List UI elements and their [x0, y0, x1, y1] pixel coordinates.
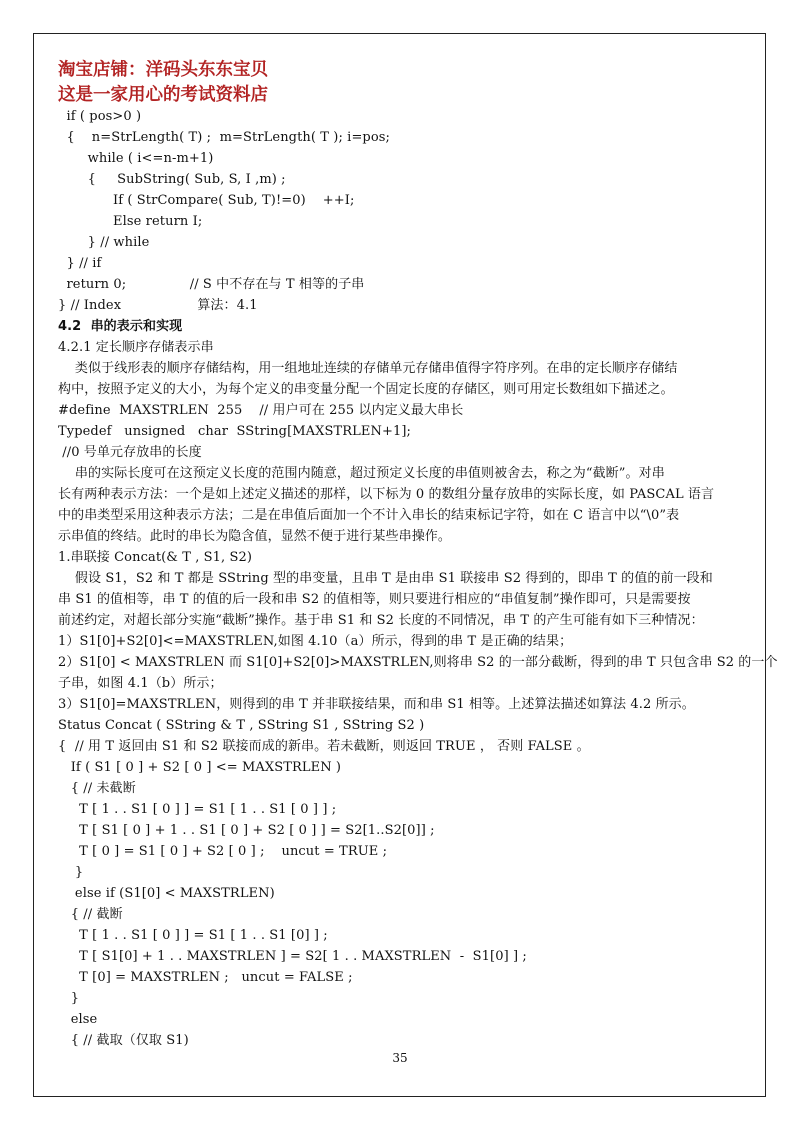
text-line: } // while: [58, 235, 150, 250]
text-line: 长有两种表示方法：一个是如上述定义描述的那样，以下标为 0 的数组分量存放串的实际长度，如 PASCAL 语言: [58, 487, 715, 502]
shop-tagline: 这是一家用心的考试资料店: [58, 85, 268, 105]
text-line: T [ 1 . . S1 [ 0 ] ] = S1 [ 1 . . S1 [ 0 ] ] ;: [58, 802, 337, 817]
text-line: while ( i<=n-m+1): [58, 151, 214, 166]
text-line: 2）S1[0] < MAXSTRLEN 而 S1[0]+S2[0]>MAXSTRLEN,则将串 S2 的一部分截断，得到的串 T 只包含串 S2 的一个: [58, 655, 778, 670]
text-line: Status Concat ( SString & T , SString S1 , SString S2 ): [58, 718, 425, 733]
text-line: { // 截取（仅取 S1): [58, 1033, 189, 1048]
text-line: 前述约定，对超长部分实施“截断”操作。基于串 S1 和 S2 长度的不同情况，串 T 的产生可能有如下三种情况：: [58, 613, 704, 628]
text-line: 串 S1 的值相等，串 T 的值的后一段和串 S2 的值相等，则只要进行相应的“串值复制”操作即可，只是需要按: [58, 592, 691, 607]
text-line: T [ S1 [ 0 ] + 1 . . S1 [ 0 ] + S2 [ 0 ] ] = S2[1..S2[0]] ;: [58, 823, 435, 838]
text-line: { // 未截断: [58, 781, 136, 796]
text-line: 假设 S1，S2 和 T 都是 SString 型的串变量，且串 T 是由串 S1 联接串 S2 得到的，即串 T 的值的前一段和: [58, 571, 713, 586]
text-line: }: [58, 991, 80, 1006]
text-line: }: [58, 865, 84, 880]
text-line: T [ 1 . . S1 [ 0 ] ] = S1 [ 1 . . S1 [0] ] ;: [58, 928, 328, 943]
text-line: 1.串联接 Concat(& T , S1, S2): [58, 550, 253, 565]
text-line: } // Index 算法：4.1: [58, 298, 258, 313]
text-line: 4.2.1 定长顺序存储表示串: [58, 340, 214, 355]
text-line: if ( pos>0 ): [58, 109, 142, 124]
text-line: //0 号单元存放串的长度: [58, 445, 202, 460]
text-line: } // if: [58, 256, 102, 271]
text-line: { // 用 T 返回由 S1 和 S2 联接而成的新串。若未截断，则返回 TRUE ， 否则 FALSE 。: [58, 739, 590, 754]
text-line: T [0] = MAXSTRLEN ; uncut = FALSE ;: [58, 970, 353, 985]
text-line: Typedef unsigned char SString[MAXSTRLEN+1];: [58, 424, 411, 439]
text-line: else if (S1[0] < MAXSTRLEN): [58, 886, 275, 901]
text-line: { // 截断: [58, 907, 123, 922]
text-line: return 0; // S 中不存在与 T 相等的子串: [58, 277, 365, 292]
text-line: 构中，按照予定义的大小，为每个定义的串变量分配一个固定长度的存储区，则可用定长数组如下描述之。: [58, 382, 674, 397]
text-line: 示串值的终结。此时的串长为隐含值，显然不便于进行某些串操作。: [58, 529, 452, 544]
page-number: 35: [392, 1051, 408, 1065]
text-line: 类似于线形表的顺序存储结构，用一组地址连续的存储单元存储串值得字符序列。在串的定长顺序存储结: [58, 361, 678, 376]
shop-name: 淘宝店铺：洋码头东东宝贝: [58, 60, 268, 80]
shop-header: [58, 58, 268, 108]
text-line: 1）S1[0]+S2[0]<=MAXSTRLEN,如图 4.10（a）所示，得到的串 T 是正确的结果；: [58, 634, 573, 649]
text-line: T [ 0 ] = S1 [ 0 ] + S2 [ 0 ] ; uncut = TRUE ;: [58, 844, 388, 859]
text-line: else: [58, 1012, 98, 1027]
text-line: If ( S1 [ 0 ] + S2 [ 0 ] <= MAXSTRLEN ): [58, 760, 342, 775]
text-line: { SubString( Sub, S, I ,m) ;: [58, 172, 286, 187]
text-line: { n=StrLength( T) ; m=StrLength( T ); i=pos;: [58, 130, 391, 145]
text-line: If ( StrCompare( Sub, T)!=0) ++I;: [58, 193, 355, 208]
text-line: Else return I;: [58, 214, 203, 229]
text-line: T [ S1[0] + 1 . . MAXSTRLEN ] = S2[ 1 . . MAXSTRLEN - S1[0] ] ;: [58, 949, 527, 964]
text-line: 子串，如图 4.1（b）所示；: [58, 676, 223, 691]
text-line: 3）S1[0]=MAXSTRLEN，则得到的串 T 并非联接结果，而和串 S1 相等。上述算法描述如算法 4.2 所示。: [58, 697, 695, 712]
text-line: 串的实际长度可在这预定义长度的范围内随意，超过预定义长度的串值则被舍去，称之为“截断”。对串: [58, 466, 665, 481]
text-line: #define MAXSTRLEN 255 // 用户可在 255 以内定义最大串长: [58, 403, 464, 418]
text-line: 中的串类型采用这种表示方法；二是在串值后面加一个不计入串长的结束标记字符，如在 C 语言中以“\0”表: [58, 508, 680, 523]
text-line: 4.2 串的表示和实现: [58, 319, 183, 334]
